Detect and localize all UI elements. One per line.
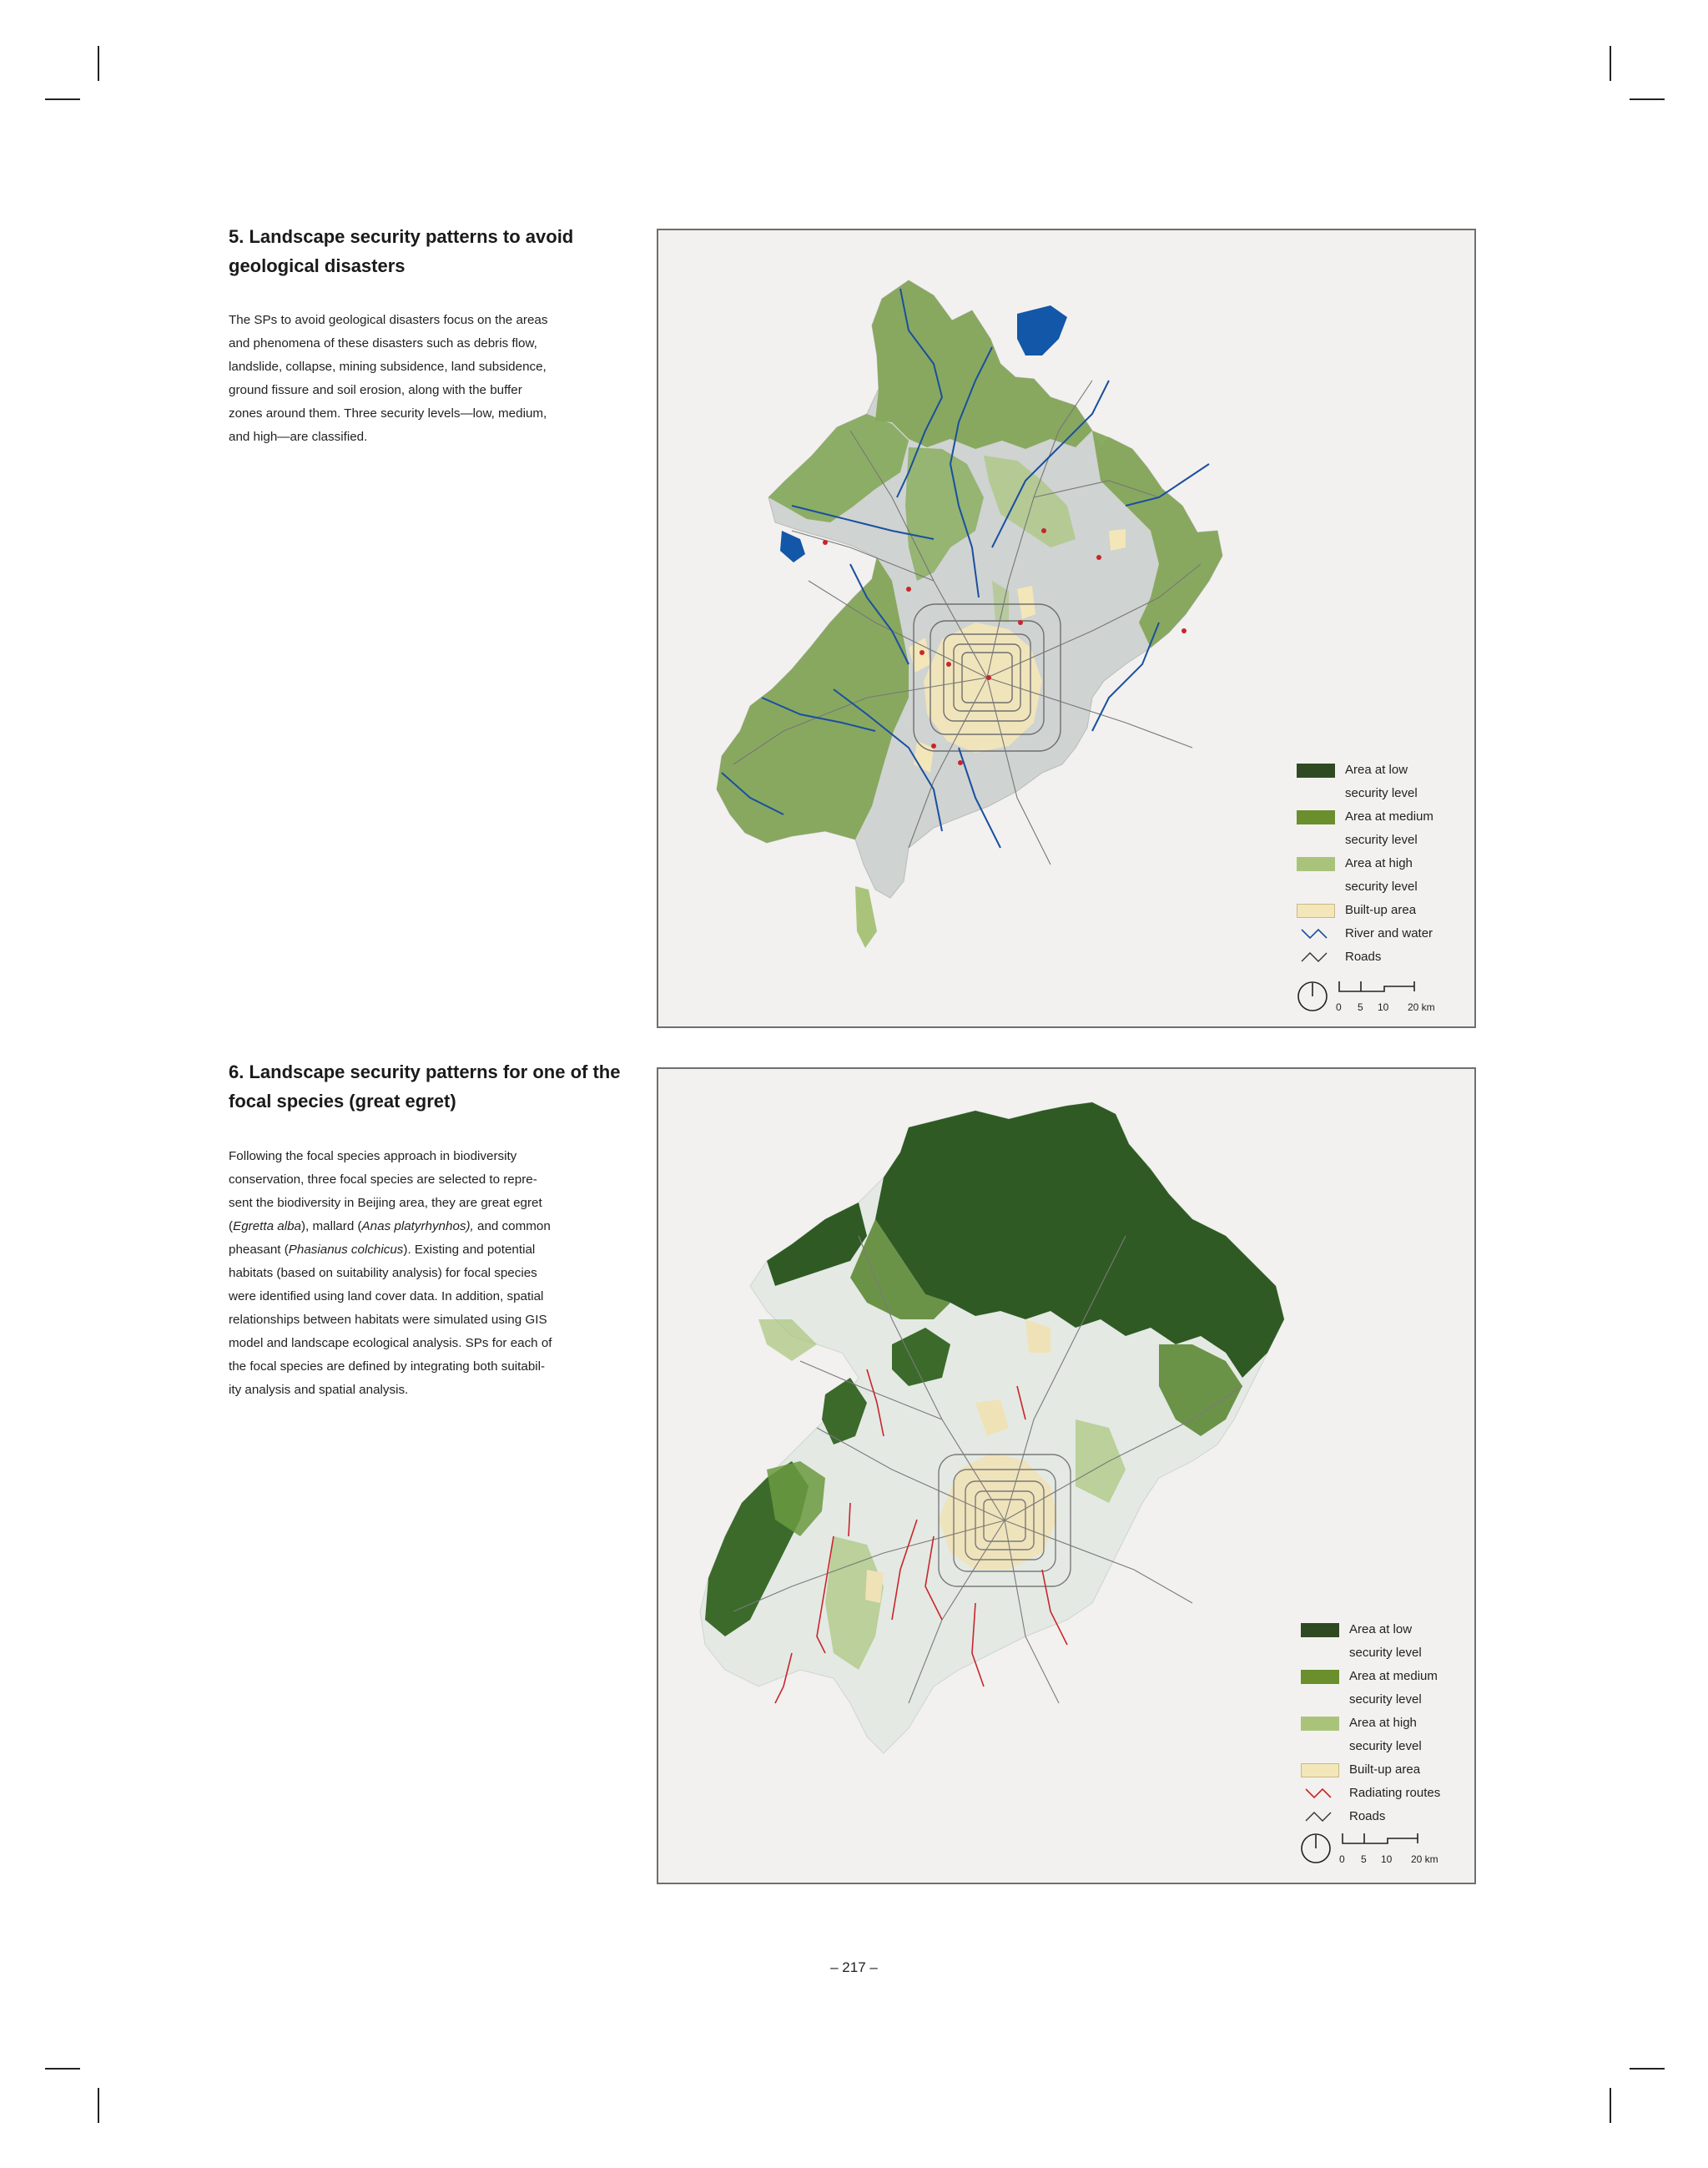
species-name: Phasianus colchicus: [288, 1243, 404, 1257]
scale-label-20: 20 km: [1408, 1001, 1435, 1013]
legend-label: security level: [1349, 1692, 1422, 1707]
great-egret-map: [657, 1067, 1476, 1884]
section-5-title-line2: geological disasters: [229, 255, 406, 276]
legend-label: Roads: [1345, 950, 1382, 964]
reservoir: [1017, 305, 1067, 355]
scale-bar: [1341, 1832, 1433, 1852]
legend-item-builtup: [1301, 1758, 1440, 1782]
scale-label-0: 0: [1336, 1001, 1342, 1013]
body-text: and common: [473, 1219, 551, 1233]
legend-label: Radiating routes: [1349, 1786, 1441, 1800]
river-line-icon: [1300, 927, 1330, 940]
legend-item-medium-cont: [1301, 1688, 1440, 1712]
section-5-title-line1: 5. Landscape security patterns to avoid: [229, 226, 574, 247]
legend-label: Built-up area: [1345, 903, 1417, 917]
body-line: The SPs to avoid geological disasters focus on the areas: [229, 313, 548, 327]
body-line: relationships between habitats were simulated using GIS: [229, 1313, 547, 1327]
legend-item-river: [1297, 922, 1433, 945]
body-line: landslide, collapse, mining subsidence, land subsidence,: [229, 360, 547, 374]
crop-mark: [1630, 98, 1665, 100]
legend-label: Area at medium: [1345, 809, 1433, 824]
legend-item-low: [1301, 1618, 1440, 1641]
body-line: habitats (based on suitability analysis) for focal species: [229, 1266, 537, 1280]
crop-mark: [98, 2088, 99, 2123]
reservoir: [780, 531, 805, 562]
legend-item-radiating: [1301, 1782, 1440, 1805]
scale-label-10: 10: [1381, 1853, 1393, 1865]
legend-item-roads: [1297, 945, 1433, 969]
body-line: ground fissure and soil erosion, along with the buffer: [229, 383, 522, 397]
body-line: and high—are classified.: [229, 430, 368, 444]
crop-mark: [1610, 2088, 1611, 2123]
legend-label: Built-up area: [1349, 1762, 1421, 1777]
medium-security-area: [872, 280, 1092, 449]
body-line: conservation, three focal species are selected to repre-: [229, 1172, 537, 1187]
scale-label-5: 5: [1361, 1853, 1367, 1865]
body-line: were identified using land cover data. In addition, spatial: [229, 1289, 544, 1303]
legend-label: security level: [1345, 833, 1418, 847]
species-name: Egretta alba: [233, 1219, 301, 1233]
body-text: pheasant (: [229, 1243, 289, 1257]
body-line: Following the focal species approach in biodiversity: [229, 1149, 517, 1163]
section-5-title: [229, 222, 629, 280]
legend-item-low-cont: [1301, 1641, 1440, 1665]
body-line: and phenomena of these disasters such as debris flow,: [229, 336, 537, 350]
section-6-title-line2: focal species (great egret): [229, 1091, 456, 1112]
legend-item-builtup: [1297, 899, 1433, 922]
legend-item-high-cont: [1301, 1735, 1440, 1758]
legend-label: security level: [1345, 880, 1418, 894]
north-arrow-icon: [1299, 1832, 1333, 1865]
body-text: ). Existing and potential: [403, 1243, 536, 1257]
builtup-area: [1109, 529, 1126, 551]
legend-label: security level: [1349, 1646, 1422, 1660]
legend-label: Area at medium: [1349, 1669, 1438, 1683]
legend-label: Area at high: [1345, 856, 1413, 870]
legend-label: River and water: [1345, 926, 1433, 940]
north-arrow-icon: [1296, 980, 1329, 1013]
radiating-line-icon: [1304, 1787, 1334, 1800]
map-6-legend: [1301, 1618, 1440, 1828]
legend-item-medium: [1301, 1665, 1440, 1688]
scale-label-20: 20 km: [1411, 1853, 1438, 1865]
body-line: model and landscape ecological analysis. SPs for each of: [229, 1336, 552, 1350]
body-line: sent the biodiversity in Beijing area, they are great egret: [229, 1196, 542, 1210]
road-line-icon: [1300, 950, 1330, 964]
legend-item-high: [1297, 852, 1433, 875]
body-line: ity analysis and spatial analysis.: [229, 1383, 409, 1397]
geological-disaster-map: [657, 229, 1476, 1028]
legend-label: Area at low: [1349, 1622, 1413, 1636]
scale-label-5: 5: [1358, 1001, 1363, 1013]
body-text: (: [229, 1219, 234, 1233]
legend-item-high-cont: [1297, 875, 1433, 899]
crop-mark: [45, 98, 80, 100]
scale-bar: [1338, 980, 1429, 1000]
body-line: zones around them. Three security levels—low, medium,: [229, 406, 547, 421]
legend-item-medium: [1297, 805, 1433, 829]
section-5-body: [229, 309, 629, 449]
legend-item-roads: [1301, 1805, 1440, 1828]
section-6-body: [229, 1145, 629, 1402]
species-name: Anas platyrhynhos),: [361, 1219, 474, 1233]
section-6-title: [229, 1057, 629, 1116]
high-security-area: [855, 886, 877, 948]
legend-label: Area at low: [1345, 763, 1408, 777]
legend-label: security level: [1349, 1739, 1422, 1753]
legend-label: security level: [1345, 786, 1418, 800]
legend-item-low: [1297, 759, 1433, 782]
crop-mark: [1630, 2068, 1665, 2070]
page-number: – 217 –: [830, 1959, 878, 1975]
map-5-legend: [1297, 759, 1433, 969]
body-text: ), mallard (: [300, 1219, 362, 1233]
body-line: the focal species are defined by integrating both suitabil-: [229, 1359, 546, 1374]
crop-mark: [1610, 46, 1611, 81]
legend-item-low-cont: [1297, 782, 1433, 805]
legend-label: Roads: [1349, 1809, 1386, 1823]
road-line-icon: [1304, 1810, 1334, 1823]
legend-label: Area at high: [1349, 1716, 1417, 1730]
legend-item-high: [1301, 1712, 1440, 1735]
crop-mark: [98, 46, 99, 81]
scale-label-10: 10: [1378, 1001, 1389, 1013]
crop-mark: [45, 2068, 80, 2070]
section-6-title-line1: 6. Landscape security patterns for one of the: [229, 1061, 621, 1082]
legend-item-medium-cont: [1297, 829, 1433, 852]
scale-label-0: 0: [1339, 1853, 1345, 1865]
